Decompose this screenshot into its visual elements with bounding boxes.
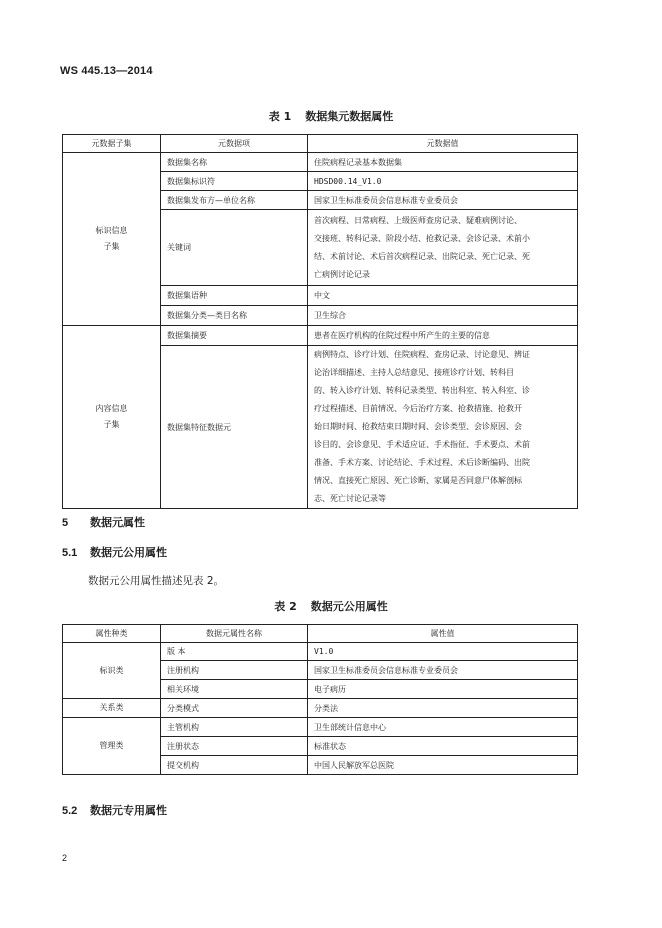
- table1-caption: [0, 108, 662, 124]
- attribute-value: 分类法: [308, 699, 578, 718]
- section-title: 数据元公用属性: [90, 546, 167, 559]
- section-number: 5: [62, 517, 69, 529]
- metadata-value: 病例特点、诊疗计划、住院病程、查房记录、讨论意见、辨证 论治详细描述、主持人总结意见、接班诊疗计划、转科目 的、转入诊疗计划、转科记录类型、转出科室、转入科室、诊 疗过程描述、目前情况、今后治疗方案、抢救措施、抢救开 始日期时间、抢救结束日期时间、会诊类型、会诊原因、会 诊目的、会诊意见、手术适应证、手术指征、手术要点、术前 准备、手术方案、讨论结论、手术过程、术后诊断编码、出院 情况、直接死亡原因、死亡诊断、家属是否同意尸体解剖标 志、死亡讨论记录等: [308, 346, 578, 509]
- metadata-value: 国家卫生标准委员会信息标准专业委员会: [308, 191, 578, 210]
- attribute-value: 标准状态: [308, 737, 578, 756]
- metadata-item: 数据集分类—类目名称: [161, 306, 308, 326]
- metadata-value: 患者在医疗机构的住院过程中所产生的主要的信息: [308, 326, 578, 346]
- table-row: [63, 153, 578, 172]
- table2-group-management: 管理类: [63, 718, 161, 775]
- attribute-value: 中国人民解放军总医院: [308, 756, 578, 775]
- section-5-heading: [62, 514, 145, 530]
- table1-group-identification: 标识信息 子集: [63, 153, 161, 326]
- section-5-1-heading: [62, 544, 167, 560]
- attribute-name: 主管机构: [161, 718, 308, 737]
- metadata-value: 首次病程、日常病程、上级医师查房记录、疑难病例讨论、 交接班、转科记录、阶段小结、抢救记录、会诊记录、术前小 结、术前讨论、术后首次病程记录、出院记录、死亡记录、死 亡病例讨论记录: [308, 210, 578, 286]
- metadata-item: 数据集发布方—单位名称: [161, 191, 308, 210]
- metadata-item: 数据集标识符: [161, 172, 308, 191]
- attribute-name: 注册状态: [161, 737, 308, 756]
- attribute-name: 注册机构: [161, 661, 308, 680]
- metadata-item: 数据集名称: [161, 153, 308, 172]
- table2-col-header: 数据元属性名称: [161, 625, 308, 643]
- table2-header-row: [63, 625, 578, 643]
- table1-title: 数据集元数据属性: [305, 110, 394, 123]
- page-number: 2: [62, 853, 68, 863]
- table1: [62, 134, 578, 509]
- table2-caption: [0, 598, 662, 614]
- metadata-item: 数据集语种: [161, 286, 308, 306]
- table-row: [63, 643, 578, 661]
- table2-col-header: 属性种类: [63, 625, 161, 643]
- attribute-value: V1.0: [308, 643, 578, 661]
- metadata-value: 卫生综合: [308, 306, 578, 326]
- table1-header-row: [63, 135, 578, 153]
- standard-id: WS 445.13—2014: [60, 65, 153, 77]
- table1-col-header: 元数据子集: [63, 135, 161, 153]
- section-title: 数据元属性: [90, 516, 145, 529]
- table2-number: 表 2: [274, 600, 297, 613]
- table2-group-relation: 关系类: [63, 699, 161, 718]
- section-5-1-text: 数据元公用属性描述见表 2。: [88, 575, 225, 587]
- table1-col-header: 元数据项: [161, 135, 308, 153]
- metadata-item: 数据集特征数据元: [161, 346, 308, 509]
- metadata-value: 住院病程记录基本数据集: [308, 153, 578, 172]
- table-row: [63, 326, 578, 346]
- table2-title: 数据元公用属性: [310, 600, 388, 613]
- attribute-value: 电子病历: [308, 680, 578, 699]
- section-5-2-heading: [62, 802, 167, 818]
- table2-group-identification: 标识类: [63, 643, 161, 699]
- table-row: [63, 699, 578, 718]
- metadata-item: 关键词: [161, 210, 308, 286]
- metadata-value: HDSD00.14_V1.0: [308, 172, 578, 191]
- metadata-item: 数据集摘要: [161, 326, 308, 346]
- table1-group-content: 内容信息 子集: [63, 326, 161, 509]
- attribute-name: 版 本: [161, 643, 308, 661]
- attribute-value: 卫生部统计信息中心: [308, 718, 578, 737]
- table2-col-header: 属性值: [308, 625, 578, 643]
- table1-col-header: 元数据值: [308, 135, 578, 153]
- metadata-value: 中文: [308, 286, 578, 306]
- attribute-name: 提交机构: [161, 756, 308, 775]
- section-number: 5.2: [62, 805, 78, 817]
- table-row: [63, 718, 578, 737]
- attribute-value: 国家卫生标准委员会信息标准专业委员会: [308, 661, 578, 680]
- attribute-name: 相关环境: [161, 680, 308, 699]
- table2: [62, 624, 578, 775]
- section-title: 数据元专用属性: [90, 804, 167, 817]
- attribute-name: 分类模式: [161, 699, 308, 718]
- section-number: 5.1: [62, 547, 78, 559]
- table1-number: 表 1: [268, 110, 292, 123]
